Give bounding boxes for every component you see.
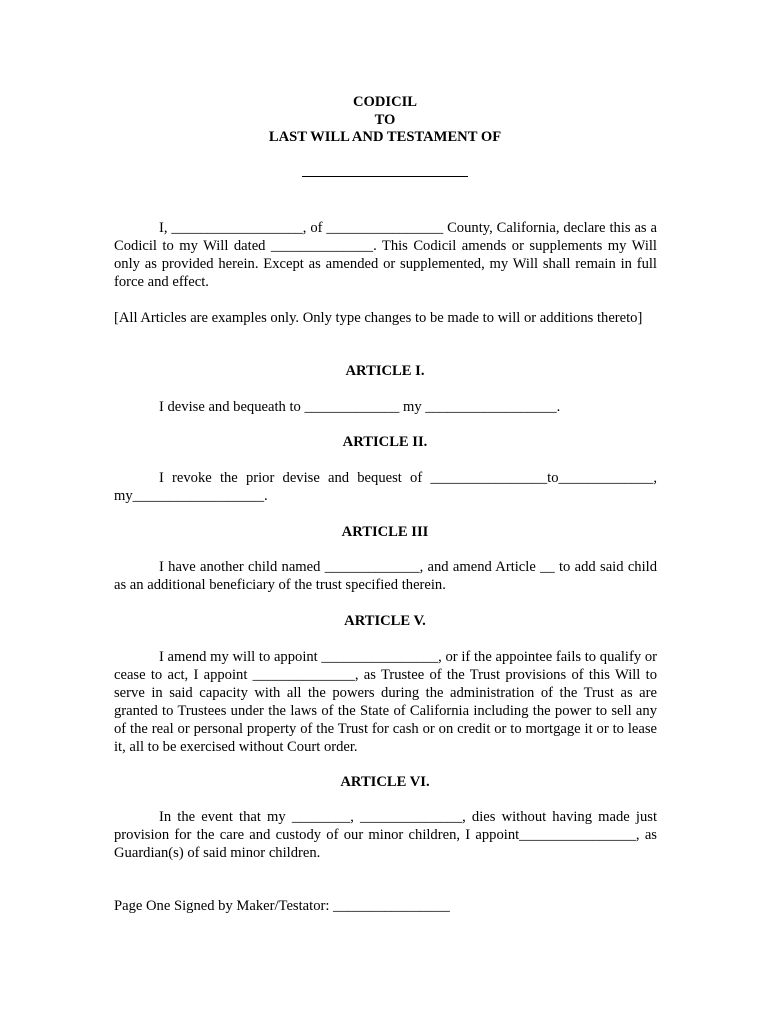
- testator-name-line: [302, 176, 468, 177]
- article-3-heading: ARTICLE III: [341, 524, 429, 540]
- article-5-text: I amend my will to appoint ________________, or if the appointee fails to qualify or cease to act, I appoint ______________, as Trustee of the Trust provisions of this Will to serve in said capacity with all the powers during the administration of the Trust as are granted to Trustees under the laws of the State of California including the power to sell any of the real or personal property of the Trust for cash or on credit or to mortgage it or to lease it, all to be exercised without Court order.: [114, 649, 657, 755]
- document-title: [0, 94, 770, 147]
- article-2-heading: ARTICLE II.: [342, 434, 428, 450]
- instructions-note: [All Articles are examples only. Only type changes to be made to will or additions thereto]: [114, 310, 643, 326]
- title-line-codicil: CODICIL: [352, 94, 418, 110]
- title-line-to: TO: [374, 111, 396, 128]
- article-1-text: I devise and bequeath to _____________ my __________________.: [159, 399, 561, 415]
- article-2-text: I revoke the prior devise and bequest of ________________to_____________, my__________________.: [114, 470, 657, 504]
- signature-line: Page One Signed by Maker/Testator: ________________: [114, 898, 450, 914]
- article-6-text: In the event that my ________, ______________, dies without having made just provision for the care and custody of our minor children, I appoint________________, as Guardian(s) of said minor children.: [114, 809, 657, 861]
- article-1-heading: ARTICLE I.: [345, 363, 425, 379]
- article-5-heading: ARTICLE V.: [344, 613, 426, 629]
- intro-paragraph: I, __________________, of ________________ County, California, declare this as a Codicil to my Will dated ______________. This Codicil amends or supplements my Will only as provided herein. Except as amended or supplemented, my Will shall remain in full force and effect.: [114, 220, 657, 290]
- article-3-text: I have another child named _____________, and amend Article __ to add said child as an additional beneficiary of the trust specified therein.: [114, 559, 657, 593]
- title-line-will: LAST WILL AND TESTAMENT OF: [268, 129, 502, 145]
- article-6-heading: ARTICLE VI.: [340, 774, 430, 790]
